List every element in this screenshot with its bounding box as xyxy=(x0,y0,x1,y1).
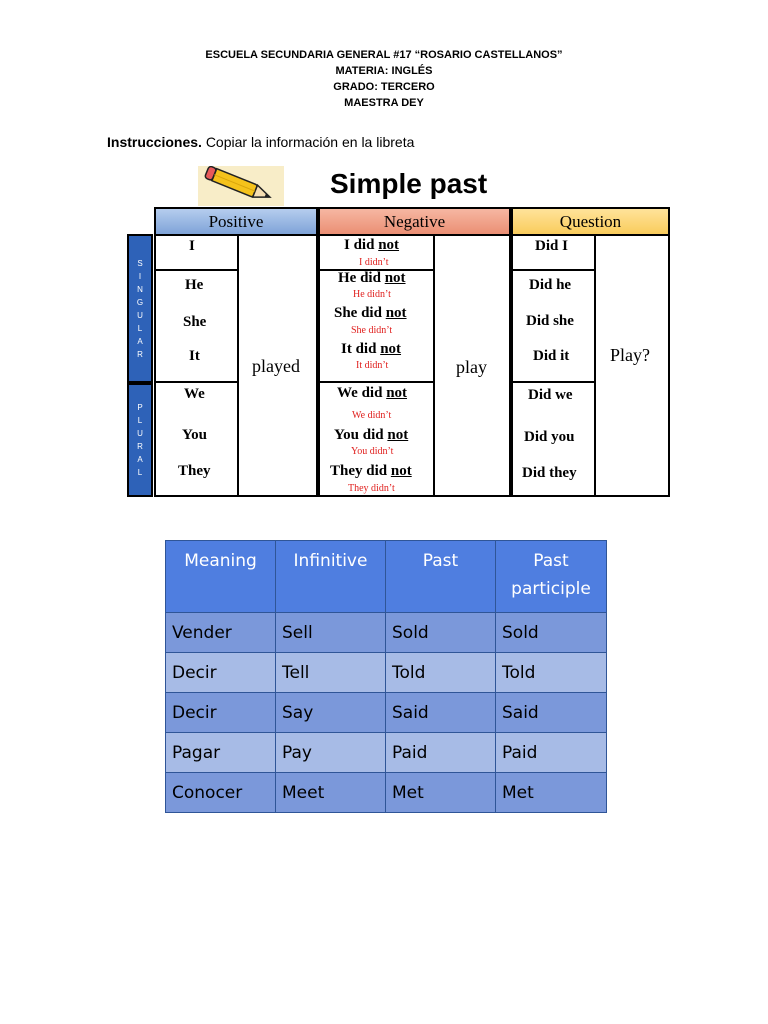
header-past-participle: Past participle xyxy=(496,541,607,613)
pronoun-i: I xyxy=(189,238,195,254)
cell-meaning: Decir xyxy=(166,653,276,693)
negative-she: She did not xyxy=(334,305,407,321)
grade: GRADO: TERCERO xyxy=(333,81,435,93)
pronoun-she: She xyxy=(183,314,207,330)
header-meaning: Meaning xyxy=(166,541,276,613)
teacher: MAESTRA DEY xyxy=(344,97,424,109)
negative-it-short: It didn’t xyxy=(356,360,389,371)
negative-i: I did not xyxy=(344,237,400,253)
instructions xyxy=(107,134,414,150)
pencil-icon xyxy=(198,166,284,206)
school-name: ESCUELA SECUNDARIA GENERAL #17 “ROSARIO CASTELLANOS” xyxy=(205,49,563,61)
cell-infinitive: Meet xyxy=(276,773,386,813)
question-i: Did I xyxy=(535,238,568,254)
pronoun-it: It xyxy=(189,348,200,364)
header-infinitive: Infinitive xyxy=(276,541,386,613)
question-she: Did she xyxy=(526,313,574,329)
negative-you-short: You didn’t xyxy=(351,446,394,457)
question-it: Did it xyxy=(533,348,570,364)
negative-you: You did not xyxy=(334,427,409,443)
negative-i-short: I didn’t xyxy=(359,257,389,268)
pronoun-you: You xyxy=(182,427,208,443)
cell-meaning: Conocer xyxy=(166,773,276,813)
document-header xyxy=(0,47,768,111)
cell-meaning: Decir xyxy=(166,693,276,733)
negative-he-short: He didn’t xyxy=(353,289,391,300)
negative-they: They did not xyxy=(330,463,412,479)
question-verb: Play? xyxy=(610,345,650,365)
question-we: Did we xyxy=(528,387,573,403)
negative-it: It did not xyxy=(341,341,402,357)
question-header: Question xyxy=(511,207,670,236)
table-row xyxy=(166,733,607,773)
cell-past-participle: Met xyxy=(496,773,607,813)
cell-past: Paid xyxy=(386,733,496,773)
cell-past: Sold xyxy=(386,613,496,653)
table-row xyxy=(166,613,607,653)
cell-past-participle: Told xyxy=(496,653,607,693)
negative-they-short: They didn’t xyxy=(348,483,395,494)
negative-she-short: She didn’t xyxy=(351,325,393,336)
pronoun-he: He xyxy=(185,277,204,293)
negative-we: We did not xyxy=(337,385,408,401)
positive-box-i xyxy=(154,234,239,271)
cell-past: Told xyxy=(386,653,496,693)
table-row xyxy=(166,773,607,813)
cell-past-participle: Said xyxy=(496,693,607,733)
singular-label: S I N G U L A R xyxy=(127,234,153,383)
cell-infinitive: Say xyxy=(276,693,386,733)
negative-he: He did not xyxy=(338,270,406,286)
instructions-text: Copiar la información en la libreta xyxy=(205,134,415,150)
cell-meaning: Pagar xyxy=(166,733,276,773)
cell-past: Said xyxy=(386,693,496,733)
cell-past-participle: Sold xyxy=(496,613,607,653)
table-row xyxy=(166,653,607,693)
cell-infinitive: Pay xyxy=(276,733,386,773)
positive-verb: played xyxy=(252,356,300,376)
header-past: Past xyxy=(386,541,496,613)
plural-label: P L U R A L xyxy=(127,383,153,497)
subject: MATERIA: INGLÉS xyxy=(335,65,433,77)
verbs-table xyxy=(165,540,607,813)
negative-we-short: We didn’t xyxy=(352,410,392,421)
instructions-label: Instrucciones. xyxy=(107,134,202,150)
cell-meaning: Vender xyxy=(166,613,276,653)
simple-past-chart xyxy=(127,207,670,497)
question-they: Did they xyxy=(522,465,577,481)
negative-verb: play xyxy=(456,357,487,377)
positive-header: Positive xyxy=(154,207,318,236)
pronoun-we: We xyxy=(184,386,205,402)
question-he: Did he xyxy=(529,277,572,293)
table-row xyxy=(166,693,607,733)
pronoun-they: They xyxy=(178,463,211,479)
cell-past: Met xyxy=(386,773,496,813)
verbs-header-row xyxy=(166,541,607,613)
cell-infinitive: Sell xyxy=(276,613,386,653)
negative-header: Negative xyxy=(318,207,511,236)
simple-past-title: Simple past xyxy=(330,168,488,199)
cell-past-participle: Paid xyxy=(496,733,607,773)
cell-infinitive: Tell xyxy=(276,653,386,693)
question-you: Did you xyxy=(524,429,575,445)
